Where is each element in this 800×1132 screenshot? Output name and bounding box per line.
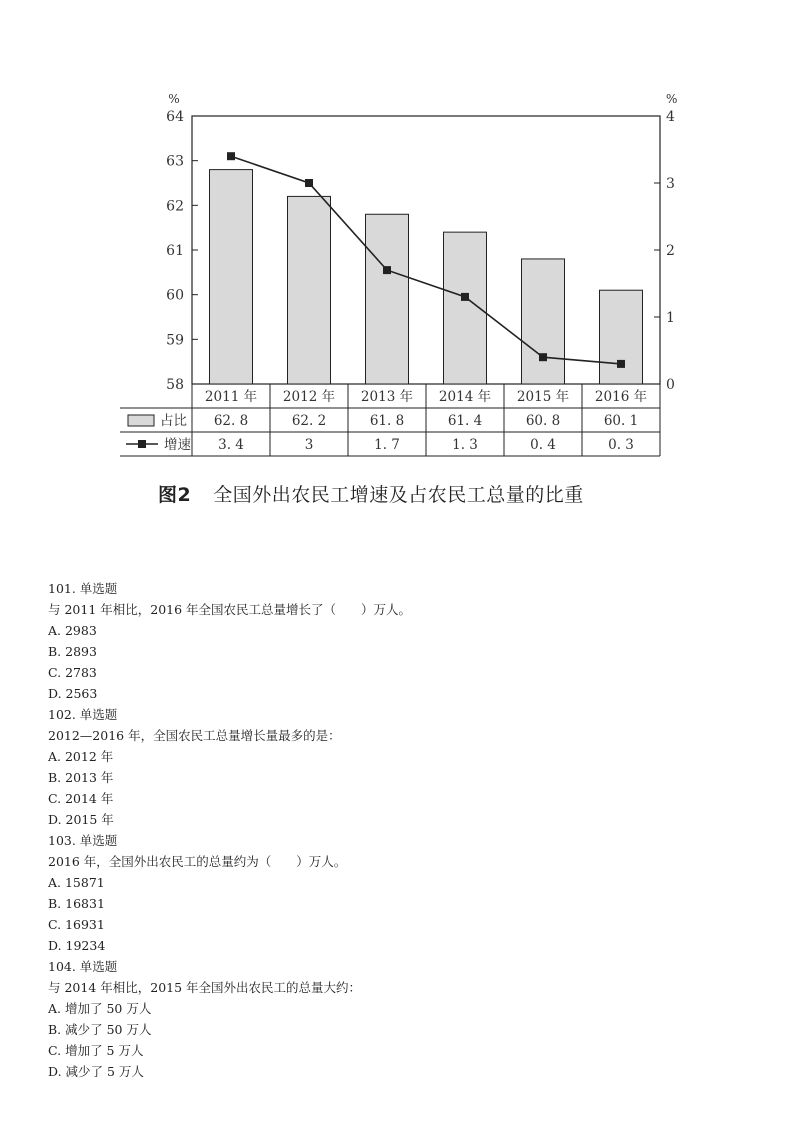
legend-line-label: 增速 bbox=[164, 437, 191, 453]
left-tick-label: 59 bbox=[166, 332, 184, 349]
plot-frame bbox=[192, 116, 660, 384]
bar-value-cell: 60. 8 bbox=[525, 413, 561, 429]
answer-option: B. 2013 年 bbox=[48, 770, 114, 785]
chart-figure bbox=[110, 88, 678, 518]
question-number: 101. 单选题 bbox=[48, 581, 118, 596]
category-label: 2013 年 bbox=[360, 389, 414, 405]
category-label: 2015 年 bbox=[516, 389, 570, 405]
answer-option: D. 2563 bbox=[48, 686, 98, 701]
answer-option: B. 2893 bbox=[48, 644, 97, 659]
legend-line-marker bbox=[138, 440, 146, 448]
question-stem: 与 2014 年相比，2015 年全国外出农民工的总量大约： bbox=[48, 980, 362, 995]
line-value-cell: 0. 3 bbox=[608, 437, 634, 453]
category-label: 2016 年 bbox=[594, 389, 648, 405]
category-label: 2012 年 bbox=[282, 389, 336, 405]
line-point-marker bbox=[227, 152, 235, 160]
figure-caption bbox=[158, 480, 584, 507]
right-tick-label: 3 bbox=[666, 176, 675, 192]
category-label: 2011 年 bbox=[204, 389, 258, 405]
question-stem: 2012—2016 年，全国农民工总量增长量最多的是： bbox=[48, 728, 341, 743]
left-axis-unit: % bbox=[168, 92, 180, 106]
left-tick-label: 58 bbox=[166, 377, 184, 393]
answer-option: C. 16931 bbox=[48, 917, 105, 932]
answer-option: A. 15871 bbox=[48, 875, 105, 890]
answer-option: C. 2783 bbox=[48, 665, 97, 680]
answer-option: A. 2983 bbox=[48, 623, 97, 638]
bar-value-cell: 62. 8 bbox=[213, 413, 249, 429]
figure-title: 全国外出农民工增速及占农民工总量的比重 bbox=[213, 484, 584, 506]
legend-bar-swatch bbox=[128, 415, 154, 426]
line-point-marker bbox=[539, 353, 547, 361]
legend-bar-label: 占比 bbox=[160, 413, 187, 429]
line-value-cell: 1. 7 bbox=[374, 437, 400, 453]
question-stem: 与 2011 年相比，2016 年全国农民工总量增长了（ ）万人。 bbox=[48, 602, 412, 617]
answer-option: C. 增加了 5 万人 bbox=[48, 1043, 144, 1058]
left-tick-label: 61 bbox=[166, 243, 184, 259]
right-tick-label: 4 bbox=[666, 109, 675, 125]
right-tick-label: 1 bbox=[666, 310, 675, 326]
answer-option: B. 16831 bbox=[48, 896, 105, 911]
combo-chart bbox=[110, 88, 678, 468]
answer-option: A. 2012 年 bbox=[48, 749, 114, 764]
question-number: 102. 单选题 bbox=[48, 707, 118, 722]
line-value-cell: 0. 4 bbox=[530, 437, 556, 453]
left-tick-label: 60 bbox=[166, 287, 184, 304]
bar-value-cell: 61. 4 bbox=[447, 413, 483, 429]
answer-option: D. 减少了 5 万人 bbox=[48, 1064, 144, 1079]
bar bbox=[366, 214, 409, 384]
right-axis-unit: % bbox=[666, 92, 678, 106]
line-value-cell: 3. 4 bbox=[218, 437, 244, 453]
answer-option: C. 2014 年 bbox=[48, 791, 114, 806]
answer-option: A. 增加了 50 万人 bbox=[48, 1001, 152, 1016]
answer-option: D. 19234 bbox=[48, 938, 106, 953]
answer-option: D. 2015 年 bbox=[48, 812, 114, 827]
bar bbox=[522, 259, 565, 384]
line-value-cell: 1. 3 bbox=[452, 437, 478, 453]
question-number: 104. 单选题 bbox=[48, 959, 118, 974]
left-tick-label: 63 bbox=[166, 153, 184, 170]
question-stem: 2016 年，全国外出农民工的总量约为（ ）万人。 bbox=[48, 854, 347, 869]
left-tick-label: 64 bbox=[166, 109, 184, 125]
line-point-marker bbox=[305, 179, 313, 187]
bar-value-cell: 62. 2 bbox=[291, 413, 327, 429]
line-point-marker bbox=[461, 293, 469, 301]
right-tick-label: 0 bbox=[666, 377, 675, 393]
bar-value-cell: 60. 1 bbox=[603, 413, 639, 429]
left-tick-label: 62 bbox=[166, 198, 184, 215]
category-label: 2014 年 bbox=[438, 389, 492, 405]
bar bbox=[600, 290, 643, 384]
bar bbox=[210, 170, 253, 384]
bar bbox=[288, 196, 331, 384]
line-point-marker bbox=[383, 266, 391, 274]
answer-option: B. 减少了 50 万人 bbox=[48, 1022, 152, 1037]
line-value-cell: 3 bbox=[304, 437, 314, 453]
question-number: 103. 单选题 bbox=[48, 833, 118, 848]
figure-number: 图2 bbox=[158, 484, 192, 506]
bar-value-cell: 61. 8 bbox=[369, 413, 405, 429]
question-list bbox=[48, 578, 768, 1082]
right-tick-label: 2 bbox=[666, 243, 675, 259]
line-point-marker bbox=[617, 360, 625, 368]
